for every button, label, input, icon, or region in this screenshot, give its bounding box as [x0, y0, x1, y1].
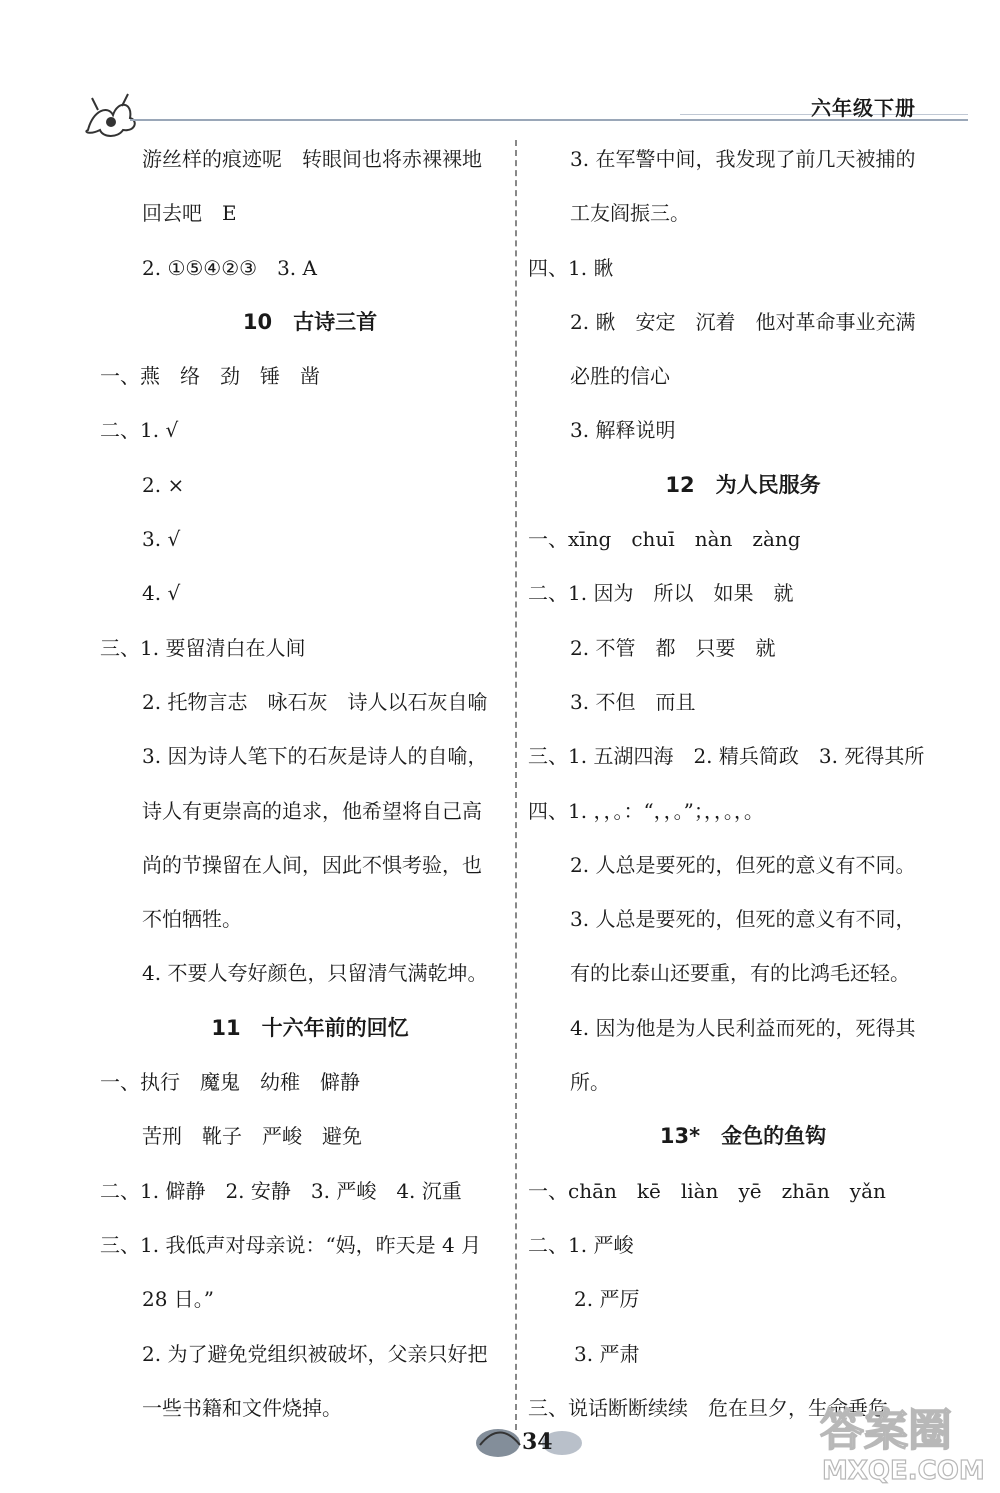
answer-line: 二、1. √ — [100, 418, 179, 443]
answer-line: 2. 托物言志 咏石灰 诗人以石灰自喻 — [142, 689, 488, 714]
answer-line: 4. 因为他是为人民利益而死的，死得其 — [570, 1015, 916, 1040]
answer-line: 3. 人总是要死的，但死的意义有不同， — [570, 907, 916, 932]
lesson-heading: 11 十六年前的回忆 — [211, 1015, 409, 1040]
answer-line: 苦刑 靴子 严峻 避免 — [142, 1124, 362, 1149]
answer-line: 三、1. 要留清白在人间 — [100, 635, 306, 660]
answer-line: 3. 因为诗人笔下的石灰是诗人的自喻， — [142, 744, 488, 769]
answer-line: 2. 为了避免党组织被破坏，父亲只好把 — [142, 1341, 488, 1366]
answer-line: 2. 严厉 — [574, 1287, 640, 1312]
answer-line: 3. 严肃 — [574, 1341, 640, 1366]
answer-line: 4. √ — [142, 581, 181, 606]
column-divider — [515, 140, 517, 1430]
answer-line: 二、1. 因为 所以 如果 就 — [528, 581, 794, 606]
answer-line: 四、1. 瞅 — [528, 255, 614, 280]
answer-line: 28 日。” — [142, 1287, 215, 1312]
answer-line: 二、1. 僻静 2. 安静 3. 严峻 4. 沉重 — [100, 1178, 462, 1203]
watermark-title: 答案圈 — [820, 1405, 952, 1456]
answer-line: 2. 瞅 安定 沉着 他对革命事业充满 — [570, 309, 916, 334]
answer-line: 三、1. 五湖四海 2. 精兵简政 3. 死得其所 — [528, 744, 925, 769]
grade-label: 六年级下册 — [811, 96, 916, 120]
page-header — [0, 0, 1000, 140]
answer-line: 有的比泰山还要重，有的比鸿毛还轻。 — [570, 961, 910, 986]
page-footer — [470, 1415, 590, 1465]
answer-line: 尚的节操留在人间，因此不惧考验，也 — [142, 852, 482, 877]
answer-line: 一、执行 魔鬼 幼稚 僻静 — [100, 1070, 360, 1095]
left-column — [100, 132, 520, 1435]
lesson-heading: 12 为人民服务 — [665, 472, 821, 497]
lesson-heading: 10 古诗三首 — [242, 309, 378, 334]
answer-line: 一些书籍和文件烧掉。 — [142, 1395, 342, 1420]
answer-line: 所。 — [570, 1070, 610, 1095]
answer-line: 工友阎振三。 — [570, 201, 690, 226]
answer-line: 一、燕 络 劲 锤 凿 — [100, 364, 320, 389]
lesson-heading: 13* 金色的鱼钩 — [659, 1124, 827, 1149]
answer-line: 三、说话断断续续 危在旦夕，生命垂危 — [528, 1395, 888, 1420]
answer-line: 一、chān kē liàn yē zhān yǎn — [528, 1178, 886, 1203]
answer-line: 2. 不管 都 只要 就 — [570, 635, 776, 660]
answer-line: 3. 解释说明 — [570, 418, 676, 443]
answer-line: 2. × — [142, 472, 185, 497]
right-column — [528, 132, 958, 1435]
answer-line: 四、1. ，，。：“，，。”；，，。，。 — [528, 798, 764, 823]
answer-line: 4. 不要人夸好颜色，只留清气满乾坤。 — [142, 961, 488, 986]
answer-line: 3. 在军警中间，我发现了前几天被捕的 — [570, 147, 916, 171]
answer-line: 3. √ — [142, 527, 181, 552]
answer-line: 2. ①⑤④②③ 3. A — [142, 255, 317, 280]
answer-line: 二、1. 严峻 — [528, 1232, 634, 1257]
watermark-logo — [800, 1395, 990, 1487]
answer-line: 3. 不但 而且 — [570, 689, 696, 714]
answer-line: 不怕牺牲。 — [142, 907, 242, 932]
answer-line: 必胜的信心 — [570, 364, 670, 389]
answer-line: 一、xīng chuī nàn zàng — [528, 527, 801, 552]
answer-line: 三、1. 我低声对母亲说：“妈，昨天是 4 月 — [100, 1232, 482, 1257]
watermark-url: MXQE.COM — [822, 1456, 985, 1486]
answer-line: 回去吧 E — [142, 201, 237, 226]
page-number: 34 — [522, 1429, 553, 1455]
answer-line: 诗人有更崇高的追求，他希望将自己高 — [142, 798, 482, 823]
answer-line: 游丝样的痕迹呢 转眼间也将赤裸裸地 — [142, 147, 482, 171]
answer-line: 2. 人总是要死的，但死的意义有不同。 — [570, 852, 916, 877]
